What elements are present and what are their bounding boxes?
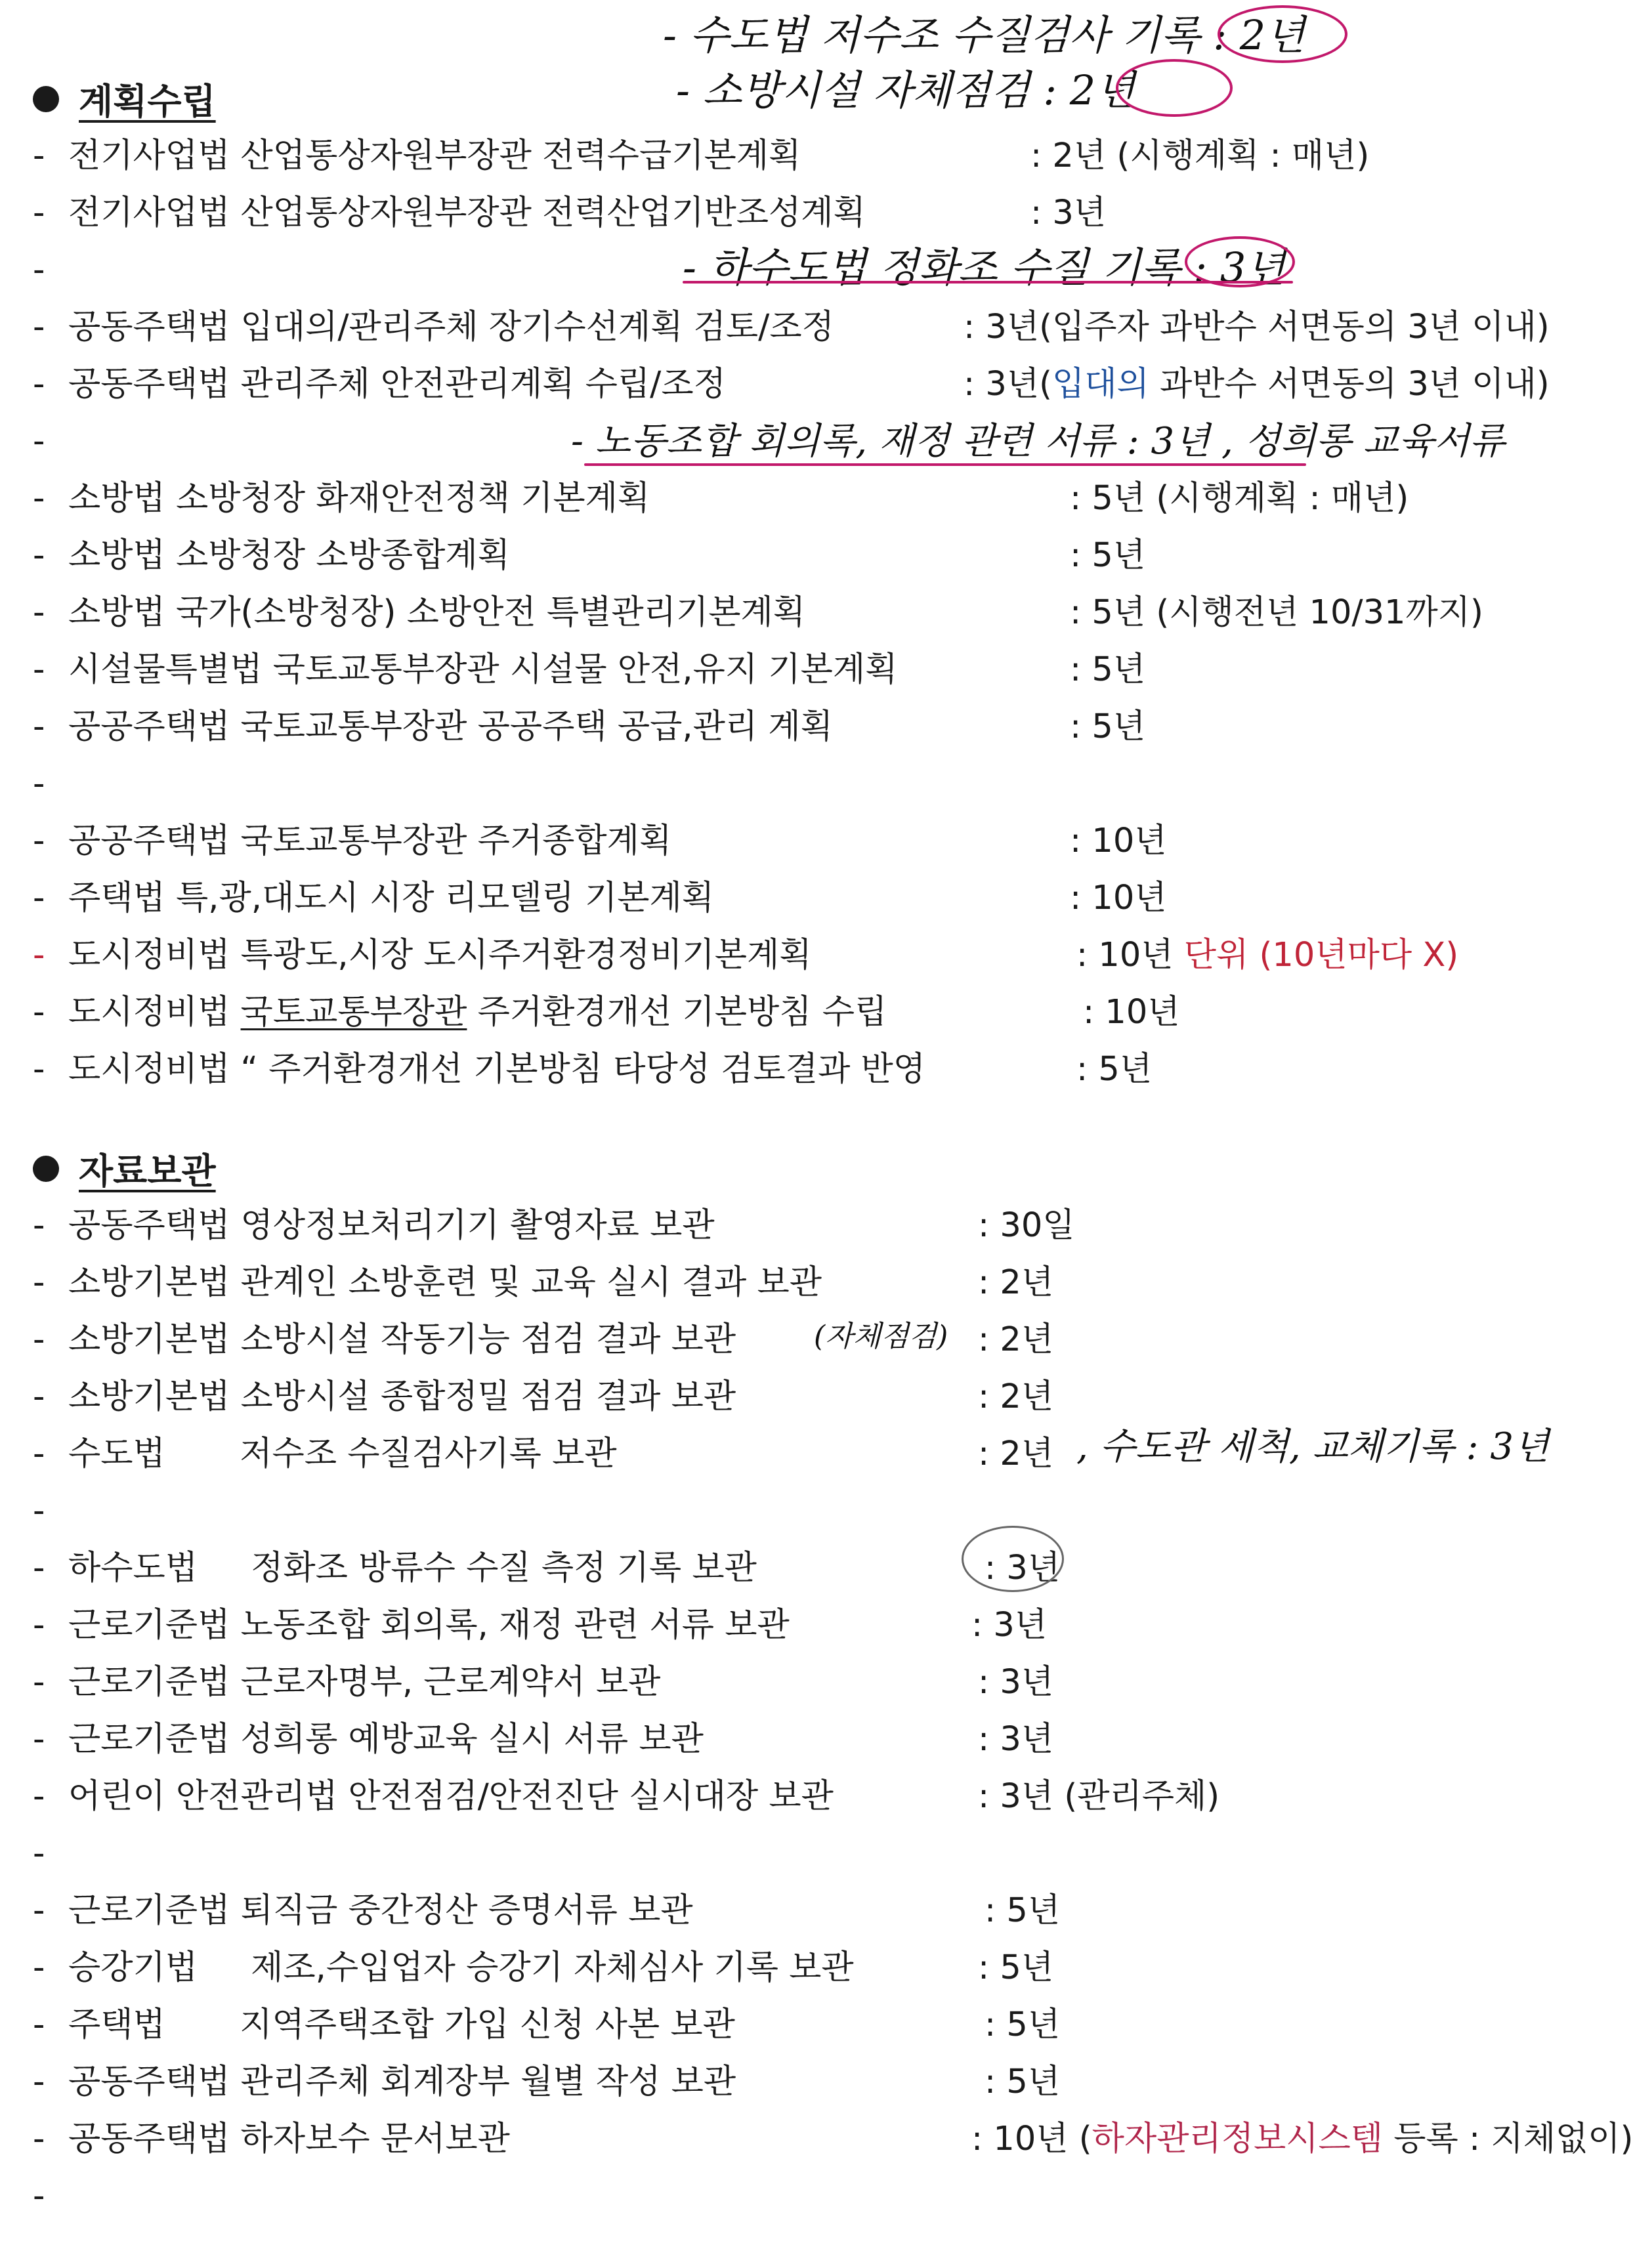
- item-value: : 5년: [985, 2006, 1061, 2044]
- handwritten-circle: [1218, 5, 1347, 63]
- item-value: : 5년: [1070, 650, 1146, 689]
- handwritten-note-septic: - 하수도법 정화조 수질 기록 : 3년: [683, 243, 1286, 291]
- item-text: 근로기준법 근로자명부, 근로계약서 보관: [68, 1663, 661, 1702]
- text-underlined: 국토교통부장관: [240, 993, 467, 1032]
- item-text: 근로기준법 퇴직금 중간정산 증명서류 보관: [68, 1891, 693, 1930]
- item-text: 소방법 소방청장 소방종합계획: [68, 536, 510, 575]
- handwritten-note-water-tank: - 수도법 저수조 수질검사 기록 : 2년: [663, 11, 1305, 59]
- item-text: 주택법 특,광,대도시 시장 리모델링 기본계획: [68, 879, 715, 917]
- item-value: : 2년: [978, 1320, 1054, 1359]
- item-value: [964, 362, 1550, 408]
- item-text: 공공주택법 국토교통부장관 주거종합계획: [68, 822, 672, 860]
- item-value: : 5년: [985, 1891, 1061, 1930]
- value-part: : 3년(: [964, 365, 1053, 404]
- item-text: 전기사업법 산업통상자원부장관 전력산업기반조성계획: [68, 194, 866, 232]
- item-value: : 2년: [978, 1263, 1054, 1302]
- section-title: 계획수립: [79, 81, 216, 122]
- item-text: 전기사업법 산업통상자원부장관 전력수급기본계획: [68, 136, 801, 175]
- item-text: 소방법 소방청장 화재안전정책 기본계획: [68, 479, 650, 518]
- item-text: 공동주택법 관리주체 안전관리계획 수립/조정: [68, 365, 726, 404]
- value-highlight: 단위 (10년마다 X): [1183, 936, 1459, 975]
- item-value: : 10년: [1070, 879, 1167, 917]
- text-part: 주거환경개선 기본방침 수립: [467, 993, 887, 1032]
- handwritten-circle: [1116, 59, 1233, 117]
- item-text: 시설물특별법 국토교통부장관 시설물 안전,유지 기본계획: [68, 650, 898, 689]
- section-heading-storage: [33, 1143, 216, 1194]
- text-part: 도시정비법: [68, 993, 241, 1032]
- item-value: : 3년: [985, 1549, 1061, 1587]
- item-text: 근로기준법 성희롱 예방교육 실시 서류 보관: [68, 1720, 704, 1759]
- handwritten-circle: [1185, 236, 1295, 287]
- item-value: : 3년(입주자 과반수 서면동의 3년 이내): [964, 308, 1550, 346]
- handwritten-note-pipe-cleaning: , 수도관 세척, 교체기록 : 3년: [1076, 1425, 1550, 1468]
- document-page: - 수도법 저수조 수질검사 기록 : 2년 - 소방시설 자체점검 : 2년 계획수립 - 전기사업법 산업통상자원부장관 전력수급기본계획 : 2년 (시행계획 : 매년) - 전기사업법 산업통상자원부장관 전력산업기반조성계획 : 3년 - - 하수도법 정화조 수질 기록 : 3년 - 공동주택법 입대의/관리주체 장기수선계획 검토/조정 : 3년(입주자 과반수 서면동의 3년 이내) - 공동주택법 관리주체 안전관리계획 수립/조정 : 3년(입대의 과반수 서면동의 3년 이내) - - 노동조합 회의록, 재정 관련 서류 : 3년 , 성희롱 교육서류 - 소방법 소방청장 화재안전정책 기본계획 : 5년 (시행계획 : 매년) - 소방법 소방청장 소방종합계획 : 5년 - 소방법 국가(소방청장) 소방안전 특별관리기본계획 : 5년 (시행전년 10/31까지) - 시설물특별법 국토교통부장관 시설물 안전,유지 기본계획 : 5년 - 공공주택법 국토교통부장관 공공주택 공급,관리 계획 : 5년 - - 공공주택법 국토교통부장관 주거종합계획 : 10년 - 주택법 특,광,대도시 시장 리모델링 기본계획 : 10년 - 도시정비법 특광도,시장 도시주거환경정비기본계획 : 10년 단위 (10년마다 X) - 도시정비법 국토교통부장관 주거환경개선 기본방침 수립 : 10년 - 도시정비법 “ 주거환경개선 기본방침 타당성 검토결과 반영 : 5년 자료보관 - 공동주택법 영상정보처리기기 촬영자료 보관 : 30일 - 소방기본법 관계인 소방훈련 및 교육 실시 결과 보관 : 2년 - 소방기본법 소방시설 작동기능 점검 결과 보관 : 2년 (자체점검) - 소방기본법 소방시설 종합정밀 점검 결과 보관 : 2년 - 수도법 저수조 수질검사기록 보관 : 2년 , 수도관 세척, 교체기록 : 3년 - - 하수도법 정화조 방류수 수질 측정 기록 보관 : 3년 - 근로기준법 노동조합 회의록, 재정 관련 서류 보관 : 3년 - 근로기준법 근로자명부, 근로계약서 보관 : 3년 - 근로기준법 성희롱 예방교육 실시 서류 보관 : 3년 - 어린이 안전관리법 안전점검/안전진단 실시대장 보관 : 3년 (관리주체) - - 근로기준법 퇴직금 중간정산 증명서류 보관 : 5년 - 승강기법 제조,수입업자 승강기 자체심사 기록 보관 : 5년 - 주택법 지역주택조합 가입 신청 사본 보관 : 5년 - 공동주택법 관리주체 회계장부 월별 작성 보관 : 5년 - 공동주택법 하자보수 문서보관 : 10년 (하자관리정보시스템 등록 : 지체없이) -: [0, 0, 1607, 2268]
- section-heading-planning: [33, 74, 216, 124]
- section-title: 자료보관: [79, 1150, 216, 1192]
- item-value: : 2년: [978, 1435, 1054, 1473]
- value-part: : 10년: [1076, 936, 1184, 975]
- item-value: : 3년 (관리주체): [978, 1777, 1220, 1816]
- item-text: 공공주택법 국토교통부장관 공공주택 공급,관리 계획: [68, 707, 833, 746]
- bullet-icon: [33, 86, 59, 112]
- item-text: 소방기본법 소방시설 종합정밀 점검 결과 보관: [68, 1377, 736, 1416]
- item-value: [971, 2116, 1633, 2162]
- item-value: : 5년: [1076, 1050, 1153, 1089]
- item-value: : 3년: [1030, 194, 1107, 232]
- item-text: 소방법 국가(소방청장) 소방안전 특별관리기본계획: [68, 593, 806, 632]
- item-text: 근로기준법 노동조합 회의록, 재정 관련 서류 보관: [68, 1606, 790, 1645]
- value-part: : 10년 (: [971, 2120, 1092, 2158]
- item-text: 주택법 지역주택조합 가입 신청 사본 보관: [68, 2006, 735, 2044]
- handwritten-note-union: - 노동조합 회의록, 재정 관련 서류 : 3년 , 성희롱 교육서류: [571, 420, 1506, 463]
- item-value: : 2년 (시행계획 : 매년): [1030, 136, 1370, 175]
- item-value: : 5년: [1070, 536, 1146, 575]
- value-highlight: 입대의: [1052, 365, 1149, 404]
- item-value: : 3년: [978, 1663, 1054, 1702]
- item-text: 소방기본법 소방시설 작동기능 점검 결과 보관: [68, 1320, 736, 1359]
- item-value: : 5년: [1070, 707, 1146, 746]
- bullet-icon: [33, 1156, 59, 1182]
- item-text: 공동주택법 관리주체 회계장부 월별 작성 보관: [68, 2063, 736, 2101]
- item-value: : 5년: [985, 2063, 1061, 2101]
- item-text: 어린이 안전관리법 안전점검/안전진단 실시대장 보관: [68, 1777, 834, 1816]
- item-text: 승강기법 제조,수입업자 승강기 자체심사 기록 보관: [68, 1948, 854, 1987]
- item-value: : 10년: [1070, 822, 1167, 860]
- handwritten-note-fire-selfcheck: - 소방시설 자체점검 : 2년: [676, 66, 1135, 114]
- item-value: : 5년 (시행전년 10/31까지): [1070, 593, 1483, 632]
- item-value: [1076, 933, 1458, 978]
- item-text: 하수도법 정화조 방류수 수질 측정 기록 보관: [68, 1549, 757, 1587]
- handwritten-underline: [584, 463, 1306, 466]
- item-text: 공동주택법 입대의/관리주체 장기수선계획 검토/조정: [68, 308, 834, 346]
- item-text: [68, 990, 887, 1036]
- item-value: : 5년 (시행계획 : 매년): [1070, 479, 1409, 518]
- item-value: : 5년: [978, 1948, 1054, 1987]
- value-part: 등록 : 지체없이): [1383, 2120, 1633, 2158]
- item-value: : 3년: [978, 1720, 1054, 1759]
- handwritten-note-selfcheck: (자체점검): [814, 1320, 948, 1353]
- value-highlight: 하자관리정보시스템: [1092, 2120, 1384, 2158]
- handwritten-circle: [962, 1526, 1064, 1592]
- item-text: 수도법 저수조 수질검사기록 보관: [68, 1435, 617, 1473]
- handwritten-underline: [683, 281, 1293, 284]
- value-part: 과반수 서면동의 3년 이내): [1149, 365, 1550, 404]
- item-value: : 2년: [978, 1377, 1054, 1416]
- item-value: : 10년: [1083, 993, 1180, 1032]
- item-text: 도시정비법 특광도,시장 도시주거환경정비기본계획: [68, 936, 812, 975]
- item-value: : 30일: [978, 1206, 1075, 1245]
- item-text: 도시정비법 “ 주거환경개선 기본방침 타당성 검토결과 반영: [68, 1050, 926, 1089]
- item-text: 소방기본법 관계인 소방훈련 및 교육 실시 결과 보관: [68, 1263, 822, 1302]
- item-value: : 3년: [971, 1606, 1048, 1645]
- item-text: 공동주택법 영상정보처리기기 촬영자료 보관: [68, 1206, 715, 1245]
- item-text: 공동주택법 하자보수 문서보관: [68, 2120, 510, 2158]
